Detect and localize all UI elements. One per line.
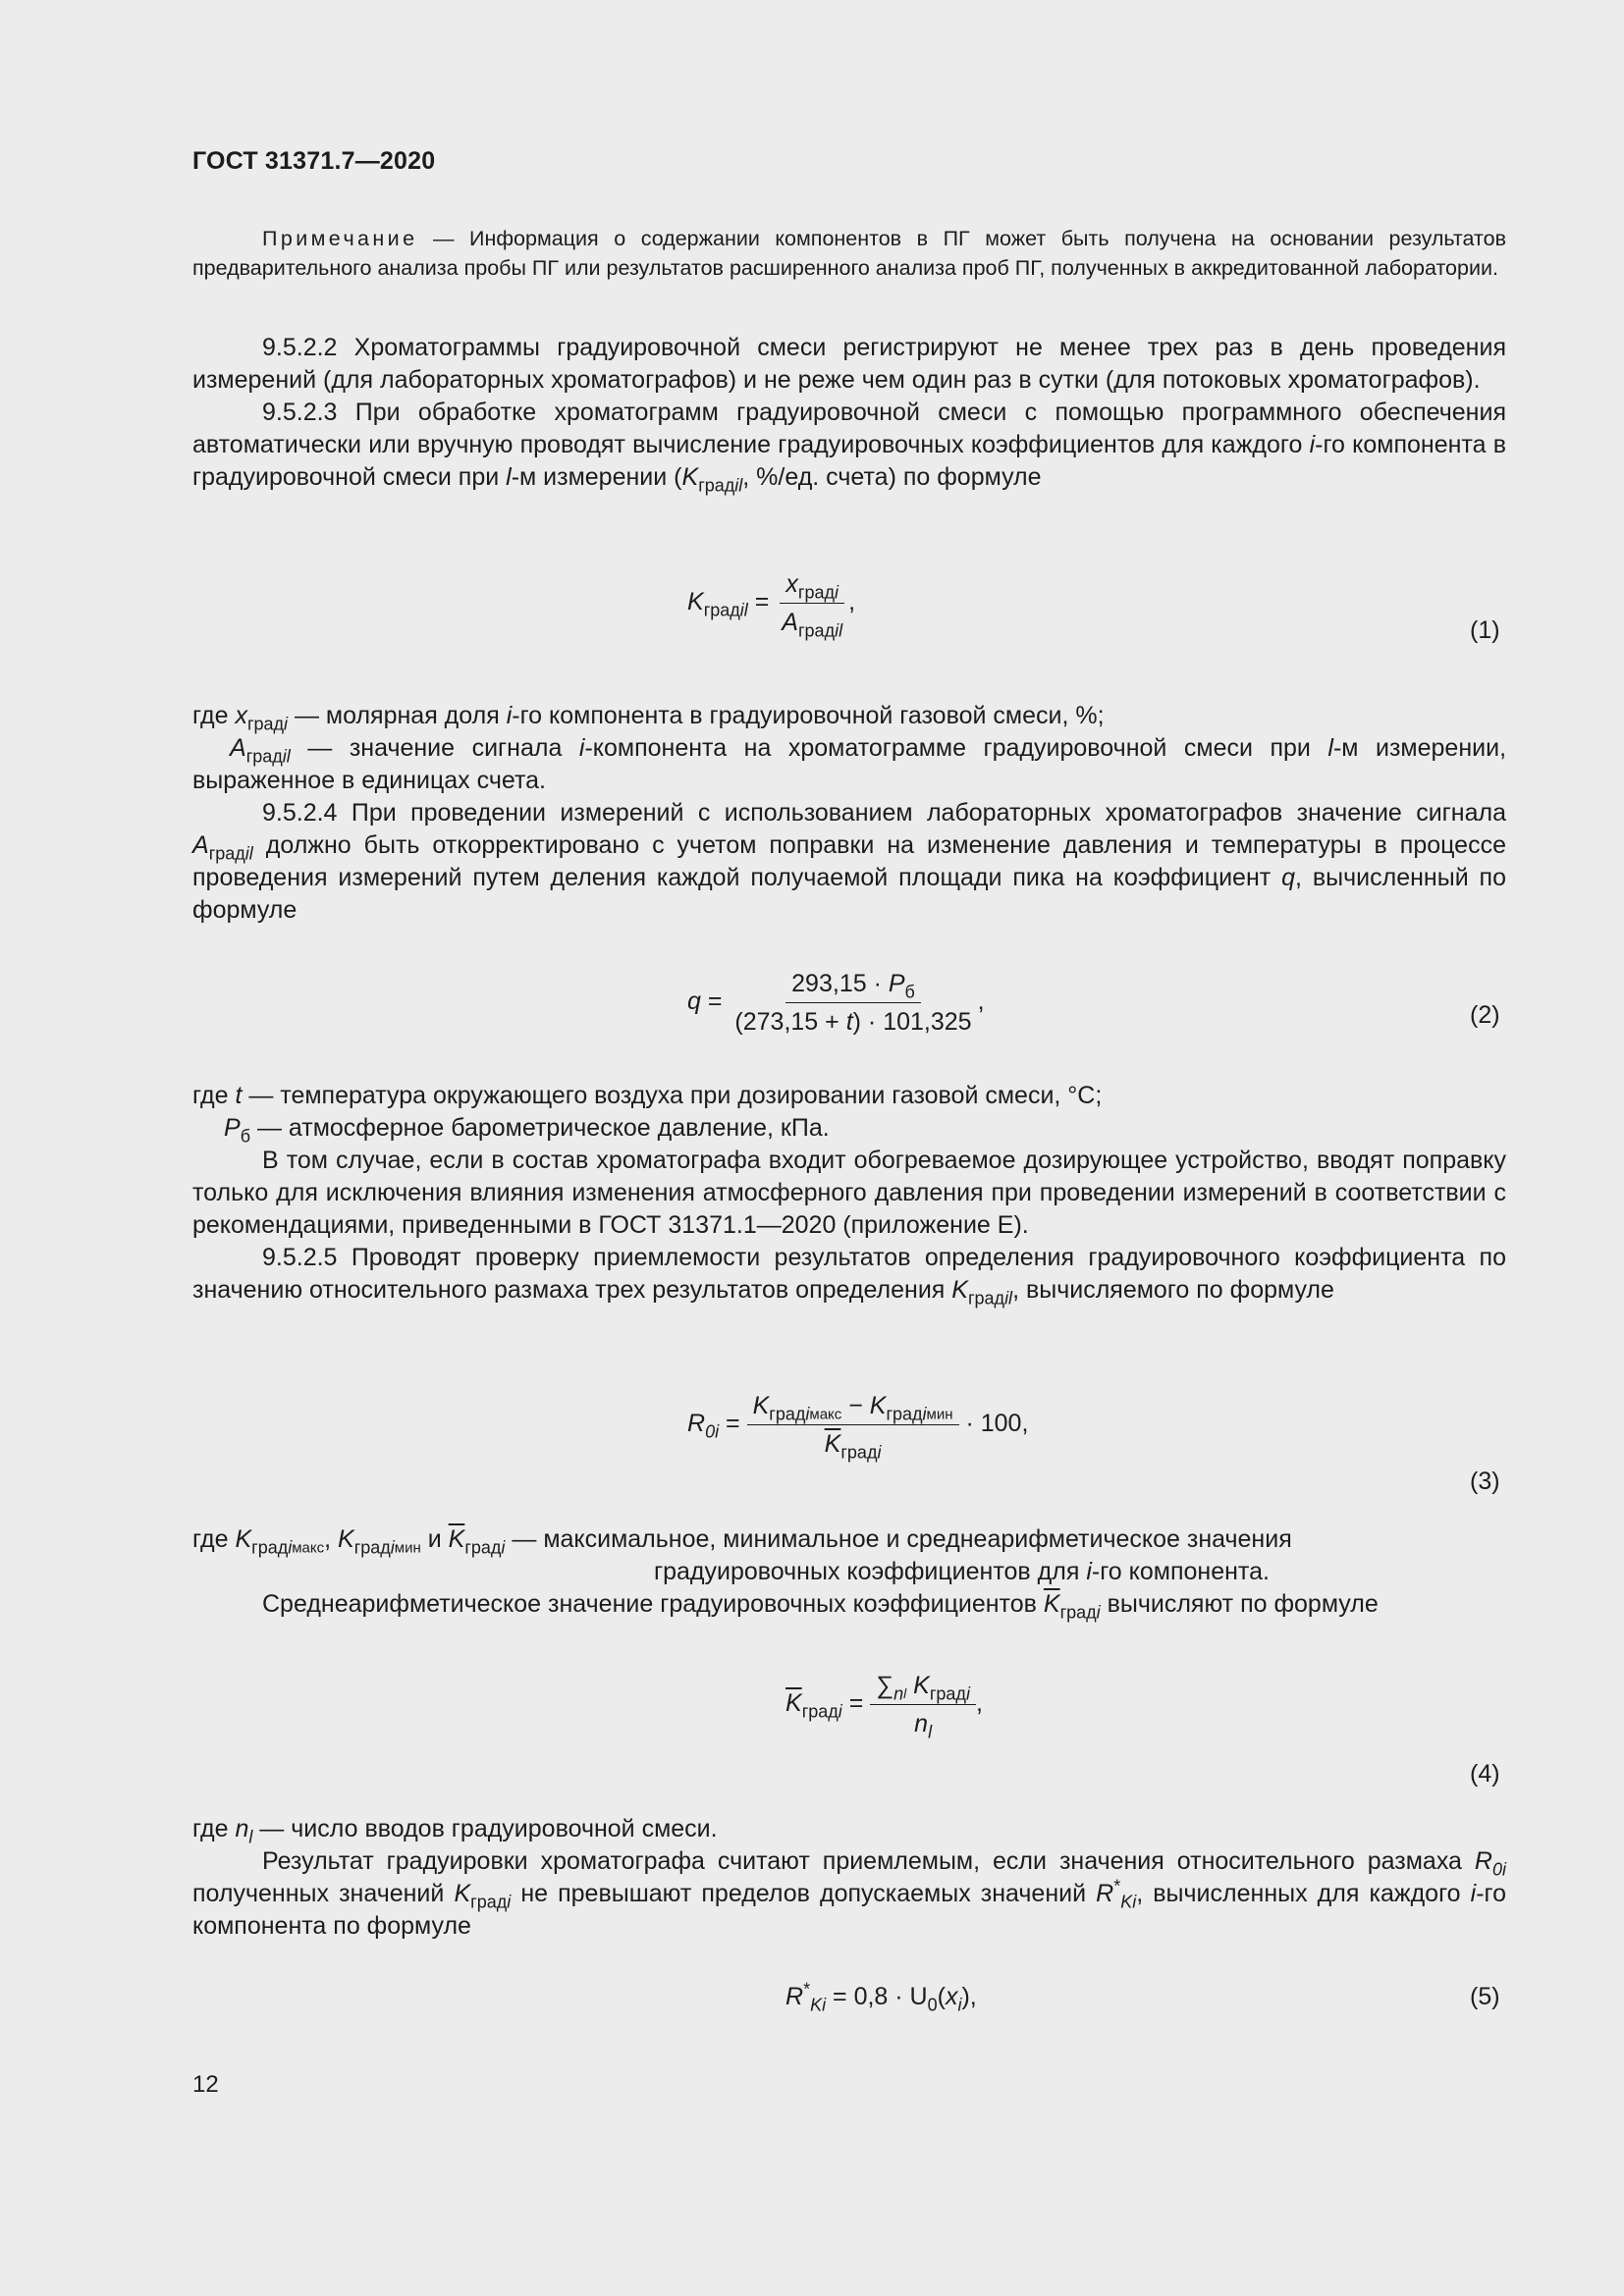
paragraph-heated-dosing: В том случае, если в состав хроматографа входит обогреваемое дозирующее устройство, вводят поправку только для исключения влияния изменения атмосферного давления при проведении измерений в соответствии с рекомендациями, приведенными в ГОСТ 31371.1—2020 (приложение Е).: [192, 1147, 1506, 1239]
formula-4-fraction: $\frac{\sum_{nl} K_{градi}}{n_l}$: [870, 1669, 976, 1740]
paragraph-9-5-2-3: 9.5.2.3 При обработке хроматограмм градуировочной смеси с помощью программного обеспечения автоматически или вручную проводят вычисление градуировочных коэффициентов для каждого i-го компонента в градуировочной смеси при l-м измерении ($K_{градil}$, %/ед. счета) по формуле: [192, 399, 1506, 496]
page-header: ГОСТ 31371.7—2020: [192, 147, 436, 175]
page-number: 12: [192, 2071, 219, 2098]
note-label: Примечание: [262, 227, 418, 250]
text-block-3: [192, 1080, 1506, 1307]
formula-3: $R_{0i}$ = $\frac{K_{градiмакс} - K_{градiмин}}{\overline{K}_{градi}}$ · 100,: [687, 1389, 1028, 1461]
text-block-2: [192, 700, 1506, 927]
where-x: где $x_{градi}$ — молярная доля i-го компонента в градуировочной газовой смеси, %;: [192, 702, 1105, 734]
formula-2-number: (2): [1470, 1001, 1500, 1029]
text-block-4: [192, 1523, 1506, 1621]
text-block-5: [192, 1813, 1506, 1943]
formula-2: q = $\frac{293,15 \cdot P_б}{(273,15 + t) \cdot 101,325}$ ,: [687, 967, 985, 1039]
where-t: где t — температура окружающего воздуха при дозировании газовой смеси, °С;: [192, 1082, 1103, 1109]
formula-1-number: (1): [1470, 616, 1500, 644]
formula-4-number: (4): [1470, 1760, 1500, 1788]
formula-1: $K_{градil}$ = $\frac{x_{градi}}{A_{градil}}$ ,: [687, 567, 855, 639]
formula-5-number: (5): [1470, 1983, 1500, 2010]
where-p: $P_б$ — атмосферное барометрическое давление, кПа.: [224, 1114, 830, 1147]
paragraph-9-5-2-4: 9.5.2.4 При проведении измерений с использованием лабораторных хроматографов значение сигнала $A_{градil}$ должно быть откорректировано с учетом поправки на изменение давления и температуры в процессе проведения измерений путем деления каждой получаемой площади пика на коэффициент q, вычисленный по формуле: [192, 799, 1506, 924]
formula-4: $\overline{K}_{градi}$ = $\frac{\sum_{nl} K_{градi}}{n_l}$ ,: [785, 1669, 983, 1740]
where-k-continued: градуировочных коэффициентов для i-го компонента.: [654, 1558, 1270, 1585]
formula-5: $R^*_{Ki} = 0,8 \cdot U_0(x_i)$,: [785, 1979, 977, 2015]
note-paragraph: [192, 224, 1506, 283]
paragraph-9-5-2-2: 9.5.2.2 Хроматограммы градуировочной смеси регистрируют не менее трех раз в день проведения измерений (для лабораторных хроматографов) и не реже чем один раз в сутки (для потоковых хроматографов).: [192, 334, 1506, 394]
where-n: где $n_l$ — число вводов градуировочной смеси.: [192, 1815, 718, 1847]
paragraph-9-5-2-5: 9.5.2.5 Проводят проверку приемлемости результатов определения градуировочного коэффициента по значению относительного размаха трех результатов определения $K_{градil}$, вычисляемого по формуле: [192, 1244, 1506, 1308]
note-text: — Информация о содержании компонентов в ПГ может быть получена на основании результатов предварительного анализа пробы ПГ или результатов расширенного анализа проб ПГ, полученных в аккредитованной лаборатории.: [192, 227, 1506, 280]
text-block-1: [192, 332, 1506, 494]
paragraph-result: Результат градуировки хроматографа считают приемлемым, если значения относительного размаха $R_{0i}$ полученных значений $K_{градi}$ не превышают пределов допускаемых значений $R^*_{Ki}$, вычисленных для каждого i-го компонента по формуле: [192, 1847, 1507, 1940]
formula-3-number: (3): [1470, 1468, 1500, 1495]
formula-3-fraction: $\frac{K_{градiмакс} - K_{градiмин}}{\overline{K}_{градi}}$: [747, 1389, 959, 1461]
where-k: где $K_{градiмакс}$, $K_{градiмин}$ и $\overline{K}_{градi}$ — максимальное, минимальное и среднеарифметическое значения: [192, 1525, 1292, 1558]
formula-2-fraction: $\frac{293,15 \cdot P_б}{(273,15 + t) \cdot 101,325}$: [729, 967, 977, 1039]
formula-1-fraction: $\frac{x_{градi}}{A_{градil}}$: [776, 567, 848, 639]
where-a: $A_{градil}$ — значение сигнала i-компонента на хроматограмме градуировочной смеси при l-м измерении, выраженное в единицах счета.: [192, 734, 1507, 794]
paragraph-average: Среднеарифметическое значение градуировочных коэффициентов $\overline{K}_{градi}$ вычисляют по формуле: [262, 1590, 1379, 1623]
